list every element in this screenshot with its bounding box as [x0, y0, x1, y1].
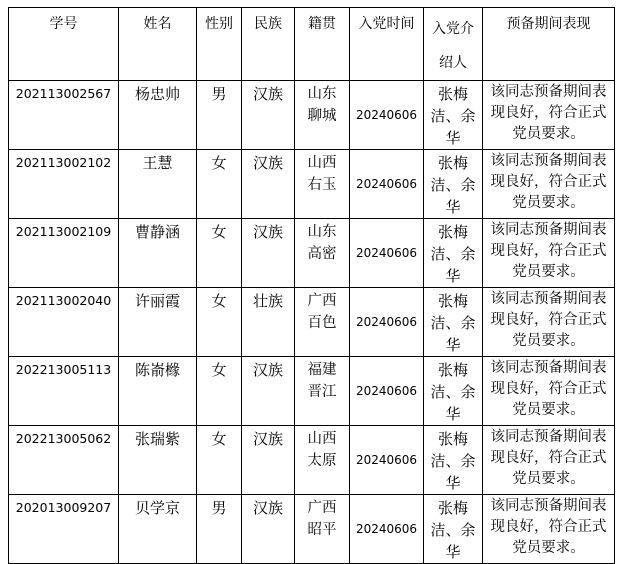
header-origin: 籍贯 [295, 8, 350, 81]
cell-ethnicity: 壮族 [242, 288, 295, 357]
cell-origin-text: 山西太原 [307, 431, 337, 469]
table-header-row [9, 8, 615, 81]
cell-name: 许丽霞 [119, 288, 197, 357]
cell-evaluation [483, 495, 615, 564]
cell-name: 曹静涵 [119, 219, 197, 288]
header-student-id: 学号 [9, 8, 119, 81]
header-join-date: 入党时间 [350, 8, 424, 81]
cell-gender: 男 [197, 495, 242, 564]
header-gender: 性别 [197, 8, 242, 81]
cell-introducers-text: 张梅洁、余华 [430, 292, 476, 354]
cell-evaluation [483, 81, 615, 150]
header-ethnicity: 民族 [242, 8, 295, 81]
table-row [9, 81, 615, 150]
cell-origin-text: 山东高密 [307, 224, 337, 262]
cell-origin-text: 山西右玉 [307, 155, 337, 193]
table-row [9, 219, 615, 288]
cell-origin-text: 山东聊城 [307, 86, 337, 124]
cell-evaluation-text: 该同志预备期间表现良好，符合正式党员要求。 [490, 429, 607, 487]
cell-ethnicity: 汉族 [242, 81, 295, 150]
cell-evaluation-text: 该同志预备期间表现良好，符合正式党员要求。 [490, 222, 607, 280]
cell-evaluation-text: 该同志预备期间表现良好，符合正式党员要求。 [490, 498, 607, 556]
cell-evaluation [483, 357, 615, 426]
cell-join-date: 20240606 [350, 81, 424, 150]
cell-evaluation [483, 150, 615, 219]
cell-student-id: 202113002040 [9, 288, 119, 357]
cell-origin [295, 357, 350, 426]
cell-join-date: 20240606 [350, 288, 424, 357]
cell-gender: 男 [197, 81, 242, 150]
cell-gender: 女 [197, 150, 242, 219]
cell-student-id: 202213005062 [9, 426, 119, 495]
cell-origin [295, 219, 350, 288]
table-row [9, 150, 615, 219]
cell-student-id: 202113002109 [9, 219, 119, 288]
party-member-table [8, 7, 615, 564]
cell-introducers [424, 81, 483, 150]
cell-join-date: 20240606 [350, 495, 424, 564]
cell-join-date: 20240606 [350, 150, 424, 219]
cell-origin [295, 426, 350, 495]
table-row [9, 426, 615, 495]
cell-student-id: 202013009207 [9, 495, 119, 564]
cell-origin [295, 150, 350, 219]
cell-name: 张瑞紫 [119, 426, 197, 495]
cell-join-date: 20240606 [350, 426, 424, 495]
cell-introducers-text: 张梅洁、余华 [430, 85, 476, 147]
cell-student-id: 202113002567 [9, 81, 119, 150]
cell-introducers [424, 150, 483, 219]
cell-origin-text: 广西百色 [307, 293, 337, 331]
cell-ethnicity: 汉族 [242, 357, 295, 426]
header-name: 姓名 [119, 8, 197, 81]
cell-evaluation-text: 该同志预备期间表现良好，符合正式党员要求。 [490, 291, 607, 349]
cell-introducers-text: 张梅洁、余华 [430, 361, 476, 423]
cell-ethnicity: 汉族 [242, 495, 295, 564]
table-row [9, 495, 615, 564]
cell-introducers [424, 495, 483, 564]
cell-join-date: 20240606 [350, 357, 424, 426]
header-introducers-label: 入党介绍人 [432, 21, 474, 71]
cell-name: 贝学京 [119, 495, 197, 564]
cell-gender: 女 [197, 426, 242, 495]
cell-student-id: 202113002102 [9, 150, 119, 219]
cell-origin-text: 福建晋江 [307, 362, 337, 400]
cell-introducers-text: 张梅洁、余华 [430, 499, 476, 561]
cell-evaluation-text: 该同志预备期间表现良好，符合正式党员要求。 [490, 153, 607, 211]
header-introducers [424, 8, 483, 81]
cell-join-date: 20240606 [350, 219, 424, 288]
cell-evaluation [483, 219, 615, 288]
cell-introducers-text: 张梅洁、余华 [430, 430, 476, 492]
cell-gender: 女 [197, 288, 242, 357]
cell-evaluation-text: 该同志预备期间表现良好，符合正式党员要求。 [490, 360, 607, 418]
cell-name: 王慧 [119, 150, 197, 219]
cell-introducers [424, 288, 483, 357]
cell-introducers-text: 张梅洁、余华 [430, 223, 476, 285]
cell-evaluation-text: 该同志预备期间表现良好，符合正式党员要求。 [490, 84, 607, 142]
cell-name: 陈嵛橼 [119, 357, 197, 426]
cell-student-id: 202213005113 [9, 357, 119, 426]
cell-name: 杨忠帅 [119, 81, 197, 150]
table-row [9, 288, 615, 357]
cell-origin [295, 495, 350, 564]
cell-introducers [424, 357, 483, 426]
cell-gender: 女 [197, 357, 242, 426]
cell-introducers [424, 219, 483, 288]
table-row [9, 357, 615, 426]
cell-introducers-text: 张梅洁、余华 [430, 154, 476, 216]
cell-ethnicity: 汉族 [242, 219, 295, 288]
cell-ethnicity: 汉族 [242, 426, 295, 495]
cell-ethnicity: 汉族 [242, 150, 295, 219]
header-evaluation: 预备期间表现 [483, 8, 615, 81]
cell-origin-text: 广西昭平 [307, 500, 337, 538]
cell-gender: 女 [197, 219, 242, 288]
cell-origin [295, 81, 350, 150]
cell-origin [295, 288, 350, 357]
cell-evaluation [483, 288, 615, 357]
cell-evaluation [483, 426, 615, 495]
cell-introducers [424, 426, 483, 495]
